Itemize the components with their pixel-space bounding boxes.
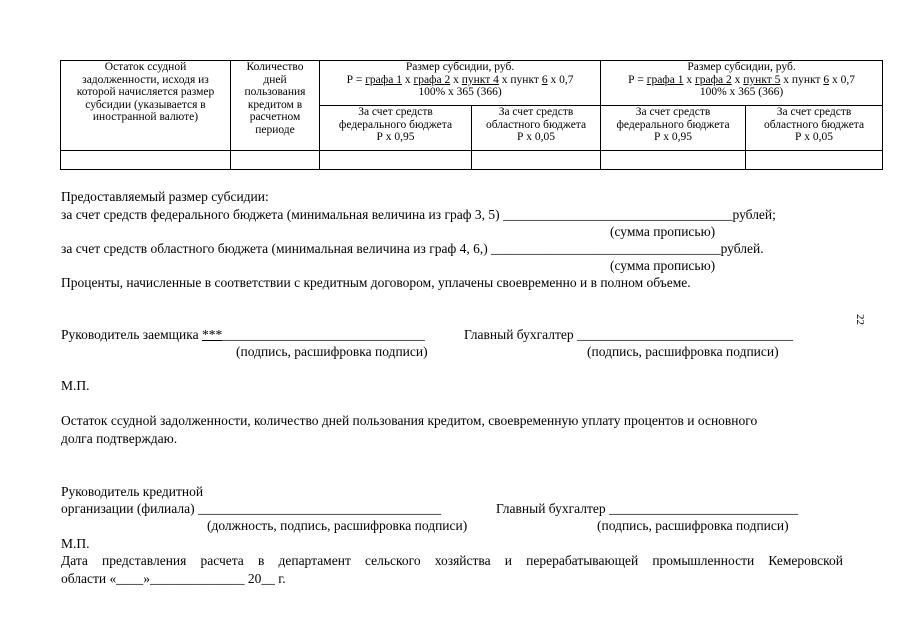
subsidy-heading: Предоставляемый размер субсидии:: [61, 189, 269, 204]
header-days-count: Количество дней пользования кредитом в расчетном периоде: [231, 61, 320, 151]
header-subsidy-formula-1: Размер субсидии, руб. Р = графа 1 х графа 2 х пункт 4 х пункт 6 х 0,7 100% х 365 (366): [320, 61, 601, 106]
header-loan-balance: Остаток ссудной задолженности, исходя из которой начисляется размер субсидии (указывается в иностранной валюте): [61, 61, 231, 151]
table-cell[interactable]: [231, 151, 320, 170]
table-cell[interactable]: [61, 151, 231, 170]
confirmation-line-1: Остаток ссудной задолженности, количество дней пользования кредитом, своевременную уплату процентов и основного: [61, 413, 758, 428]
borrower-stamp-mark: М.П.: [61, 378, 90, 393]
table-cell[interactable]: [320, 151, 472, 170]
borrower-accountant-signature-blank[interactable]: ________________________________: [577, 327, 794, 342]
federal-amount-caption: (сумма прописью): [610, 224, 716, 239]
borrower-accountant-caption: (подпись, расшифровка подписи): [587, 344, 779, 359]
subheader-regional-2: За счет средств областного бюджета Р х 0,05: [746, 106, 883, 151]
bank-head-label-1: Руководитель кредитной: [61, 484, 204, 499]
subsidy-table: [60, 60, 883, 170]
federal-amount-blank[interactable]: __________________________________: [503, 207, 733, 222]
bank-accountant-caption: (подпись, расшифровка подписи): [597, 518, 789, 533]
bank-accountant-signature-blank[interactable]: ____________________________: [609, 501, 799, 516]
submission-date-line-1: Дата представления расчета в департамент сельского хозяйства и перерабатывающей промышленности Кемеровской: [61, 553, 843, 568]
borrower-head-line: Руководитель заемщика ***______________________________: [61, 327, 425, 342]
bank-head-caption: (должность, подпись, расшифровка подписи): [207, 518, 468, 533]
table-cell[interactable]: [601, 151, 746, 170]
borrower-head-signature-blank[interactable]: ______________________________: [222, 327, 425, 342]
borrower-head-caption: (подпись, расшифровка подписи): [236, 344, 428, 359]
confirmation-line-2: долга подтверждаю.: [61, 431, 178, 446]
interest-statement: Проценты, начисленные в соответствии с кредитным договором, уплачены своевременно и в полном объеме.: [61, 275, 691, 290]
table-row-empty: [61, 151, 883, 170]
submission-date-line-2[interactable]: области «____»______________ 20__ г.: [61, 571, 286, 586]
header-subsidy-formula-2: Размер субсидии, руб. Р = графа 1 х графа 2 х пункт 5 х пункт 6 х 0,7 100% х 365 (366): [601, 61, 883, 106]
table-cell[interactable]: [472, 151, 601, 170]
subheader-federal-2: За счет средств федерального бюджета Р х 0,95: [601, 106, 746, 151]
regional-subsidy-line: за счет средств областного бюджета (минимальная величина из граф 4, 6,) __________________________________рублей.: [61, 241, 764, 256]
regional-amount-blank[interactable]: __________________________________: [491, 241, 721, 256]
bank-accountant-line: Главный бухгалтер ____________________________: [496, 501, 799, 516]
bank-head-line: организации (филиала) ____________________________________: [61, 501, 441, 516]
subheader-regional-1: За счет средств областного бюджета Р х 0,05: [472, 106, 601, 151]
table-cell[interactable]: [746, 151, 883, 170]
federal-subsidy-line: за счет средств федерального бюджета (минимальная величина из граф 3, 5) __________________________________рублей;: [61, 207, 776, 222]
bank-stamp-mark: М.П.: [61, 536, 90, 551]
regional-amount-caption: (сумма прописью): [610, 258, 716, 273]
borrower-accountant-line: Главный бухгалтер ________________________________: [464, 327, 794, 342]
bank-head-signature-blank[interactable]: ____________________________________: [198, 501, 441, 516]
page-number: 22: [854, 314, 866, 325]
subheader-federal-1: За счет средств федерального бюджета Р х 0,95: [320, 106, 472, 151]
